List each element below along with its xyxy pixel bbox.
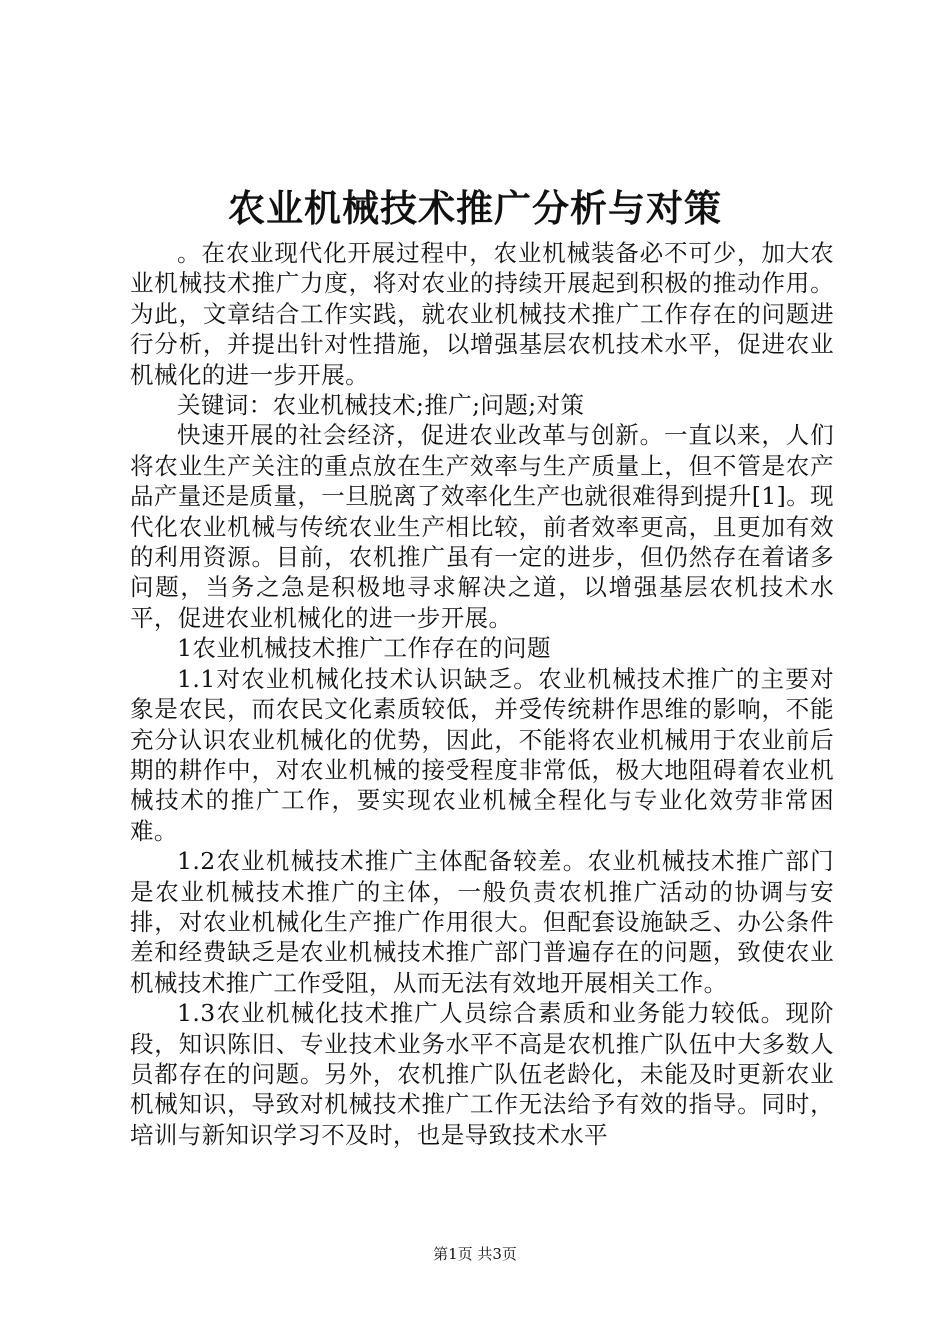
- section-heading-1: 1农业机械技术推广工作存在的问题: [177, 634, 551, 663]
- subsection-1-2-paragraph: 1.2农业机械技术推广主体配备较差。农业机械技术推广部门是农业机械技术推广的主体，一般负责农机推广活动的协调与安排，对农业机械化生产推广作用很大。但配套设施缺乏、办公条件差和经费缺乏是农业机械技术推广部门普遍存在的问题，致使农业机械技术推广工作受阻，从而无法有效地开展相关工作。: [130, 847, 834, 997]
- document-title: 农业机械技术推广分析与对策: [228, 186, 722, 230]
- subsection-1-1-paragraph: 1.1对农业机械化技术认识缺乏。农业机械技术推广的主要对象是农民，而农民文化素质较低，并受传统耕作思维的影响，不能充分认识农业机械化的优势，因此，不能将农业机械用于农业前后期的耕作中，对农业机械的接受程度非常低，极大地阻碍着农业机械技术的推广工作，要实现农业机械全程化与专业化效劳非常困难。: [130, 664, 834, 845]
- subsection-1-3-paragraph: 1.3农业机械化技术推广人员综合素质和业务能力较低。现阶段，知识陈旧、专业技术业务水平不高是农机推广队伍中大多数人员都存在的问题。另外，农机推广队伍老龄化，未能及时更新农业机械知识，导致对机械技术推广工作无法给予有效的指导。同时，培训与新知识学习不及时，也是导致技术水平: [130, 999, 834, 1149]
- abstract-paragraph: 。在农业现代化开展过程中，农业机械装备必不可少，加大农业机械技术推广力度，将对农业的持续开展起到积极的推动作用。为此，文章结合工作实践，就农业机械技术推广工作存在的问题进行分析，并提出针对性措施，以增强基层农机技术水平，促进农业机械化的进一步开展。: [130, 239, 834, 389]
- page-number-footer: 第1页 共3页: [433, 1245, 517, 1263]
- keywords-paragraph: 关键词：农业机械技术;推广;问题;对策: [177, 391, 585, 420]
- document-body: [130, 238, 834, 1150]
- intro-paragraph: 快速开展的社会经济，促进农业改革与创新。一直以来，人们将农业生产关注的重点放在生产效率与生产质量上，但不管是农产品产量还是质量，一旦脱离了效率化生产也就很难得到提升[1]。现代化农业机械与传统农业生产相比较，前者效率更高，且更加有效的利用资源。目前，农机推广虽有一定的进步，但仍然存在着诸多问题，当务之急是积极地寻求解决之道，以增强基层农机技术水平，促进农业机械化的进一步开展。: [130, 421, 834, 632]
